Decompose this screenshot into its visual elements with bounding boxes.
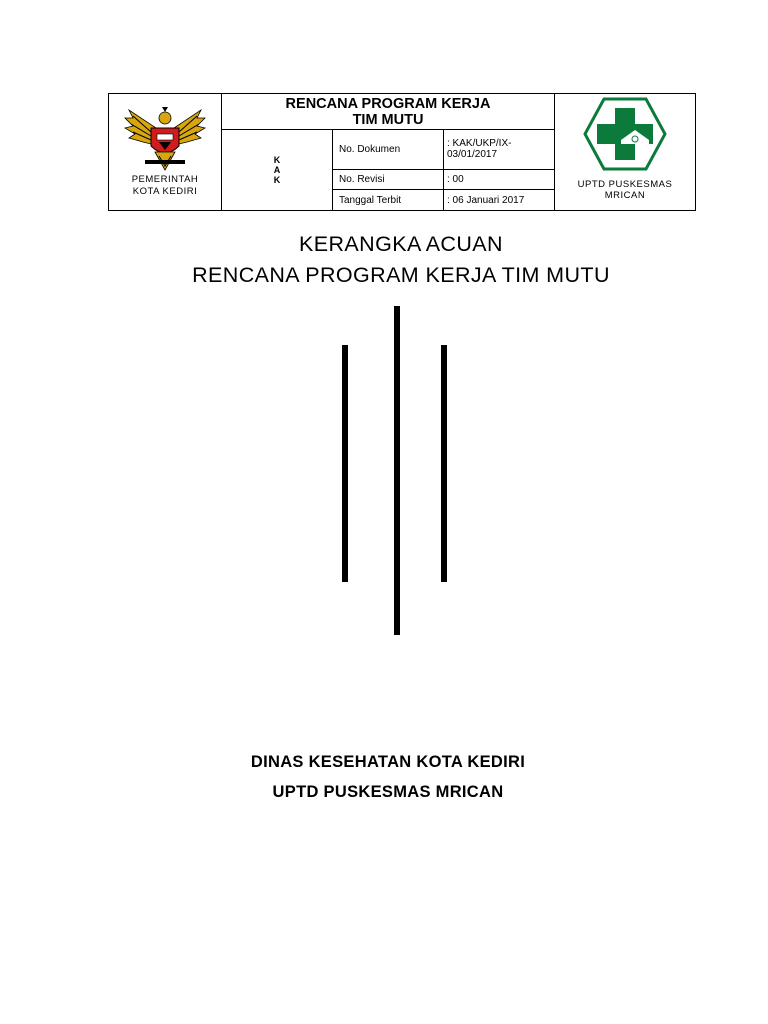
revision-value: : 00 [444, 169, 555, 190]
puskesmas-cross-icon [583, 96, 667, 172]
decorative-bar-left [342, 345, 348, 582]
kak-letter: A [273, 165, 281, 175]
garuda-emblem-icon [121, 104, 209, 174]
left-logo-cell [109, 94, 222, 211]
main-title-line2: RENCANA PROGRAM KERJA TIM MUTU [192, 263, 610, 287]
issue-date-value: : 06 Januari 2017 [444, 190, 555, 211]
revision-label: No. Revisi [333, 169, 444, 190]
doc-number-value: : KAK/UKP/IX-03/01/2017 [444, 130, 555, 170]
left-caption-line2: KOTA KEDIRI [132, 186, 198, 197]
decorative-bar-center [394, 306, 400, 635]
header-title-cell [222, 94, 555, 130]
left-caption-line1: PEMERINTAH [131, 174, 199, 185]
header-title-line2: TIM MUTU [352, 111, 424, 128]
right-caption-line1: UPTD PUSKESMAS [577, 179, 673, 190]
right-caption-line2: MRICAN [604, 190, 646, 201]
doc-number-label: No. Dokumen [333, 130, 444, 170]
issue-date-label: Tanggal Terbit [333, 190, 444, 211]
left-logo-caption [109, 174, 221, 198]
kak-letter: K [273, 155, 281, 165]
footer-line2: UPTD PUSKESMAS MRICAN [272, 783, 504, 801]
kak-cell [222, 130, 333, 211]
right-logo-cell [555, 94, 696, 211]
decorative-bar-right [441, 345, 447, 582]
header-title-line1: RENCANA PROGRAM KERJA [285, 95, 491, 112]
footer-line1: DINAS KESEHATAN KOTA KEDIRI [250, 753, 526, 771]
right-logo-caption [555, 179, 695, 201]
main-title-line1: KERANGKA ACUAN [299, 232, 503, 256]
kak-letter: K [273, 175, 281, 185]
document-header-table [108, 93, 696, 211]
